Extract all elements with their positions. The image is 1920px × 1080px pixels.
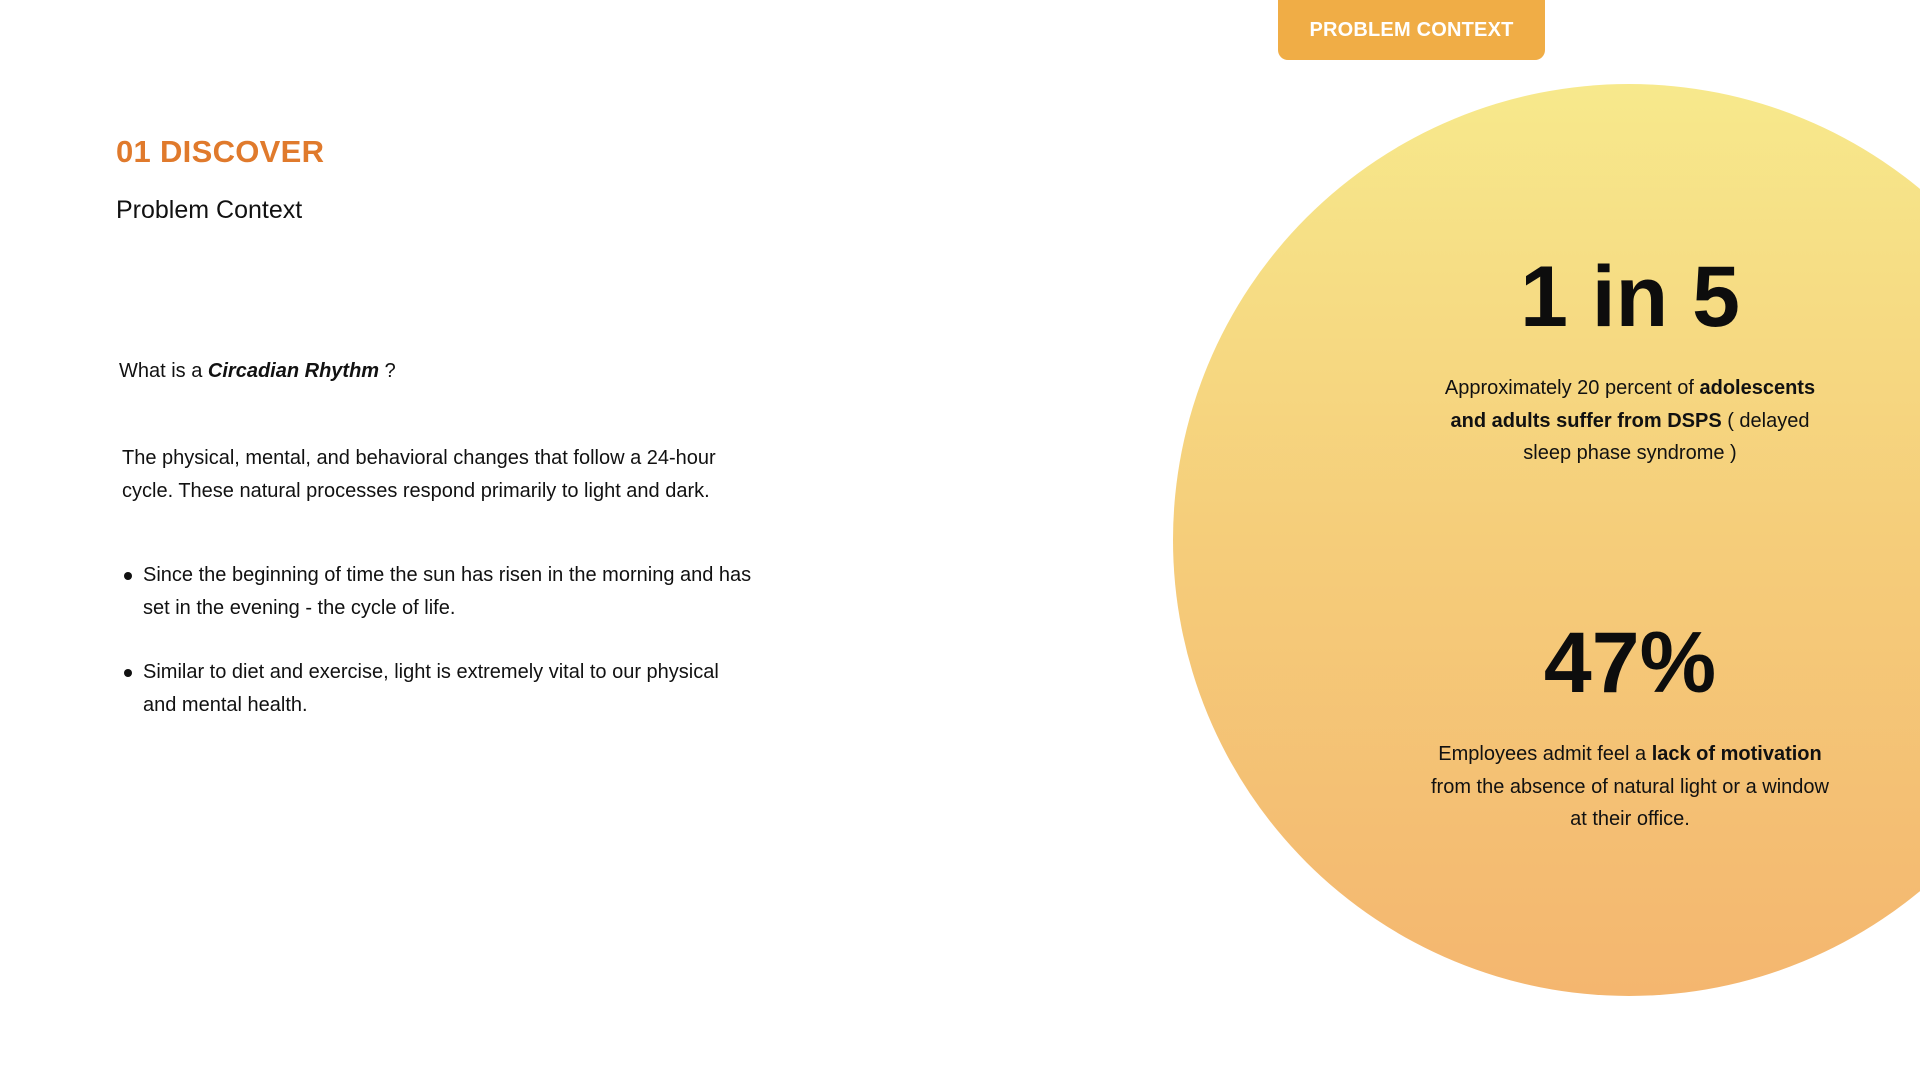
fact-text: Since the beginning of time the sun has risen in the morning and has set in the evening - the cycle of life. [143, 564, 752, 619]
stats-circle-background [1173, 84, 1920, 996]
section-subtitle: Problem Context [116, 196, 303, 224]
stat-desc-text: from the absence of natural light or a window at their office. [1431, 775, 1829, 830]
problem-context-tab-button[interactable] [1278, 0, 1545, 60]
fact-list [122, 559, 752, 753]
question-suffix: ? [379, 360, 396, 382]
stat-desc-text: ( delayed sleep phase syndrome ) [1523, 409, 1810, 464]
fact-text: Similar to diet and exercise, light is extremely vital to our physical and mental health. [143, 661, 719, 716]
stat-block-motivation [1430, 615, 1830, 836]
circadian-question [119, 360, 396, 383]
question-term: Circadian Rhythm [207, 360, 380, 382]
problem-context-tab-label: PROBLEM CONTEXT [1309, 18, 1514, 41]
stat-value: 47% [1543, 615, 1717, 711]
section-title: 01 DISCOVER [116, 134, 325, 169]
stat-description [1430, 372, 1830, 470]
bullet-dot-icon [124, 572, 132, 580]
fact-list-item [122, 656, 752, 721]
stat-block-dsps [1430, 249, 1830, 470]
stat-value: 1 in 5 [1520, 249, 1740, 345]
stat-description [1430, 738, 1830, 836]
stat-desc-emphasis: lack of motivation [1651, 743, 1822, 765]
bullet-dot-icon [124, 669, 132, 677]
question-prefix: What is a [119, 360, 208, 382]
fact-list-item [122, 559, 752, 624]
stat-desc-emphasis: adolescents and adults suffer from DSPS [1450, 377, 1816, 432]
stat-desc-text: Approximately 20 percent of [1444, 377, 1700, 399]
circadian-definition: The physical, mental, and behavioral changes that follow a 24-hour cycle. These natural processes respond primarily to light and dark. [122, 447, 716, 502]
stat-desc-text: Employees admit feel a [1438, 743, 1652, 765]
